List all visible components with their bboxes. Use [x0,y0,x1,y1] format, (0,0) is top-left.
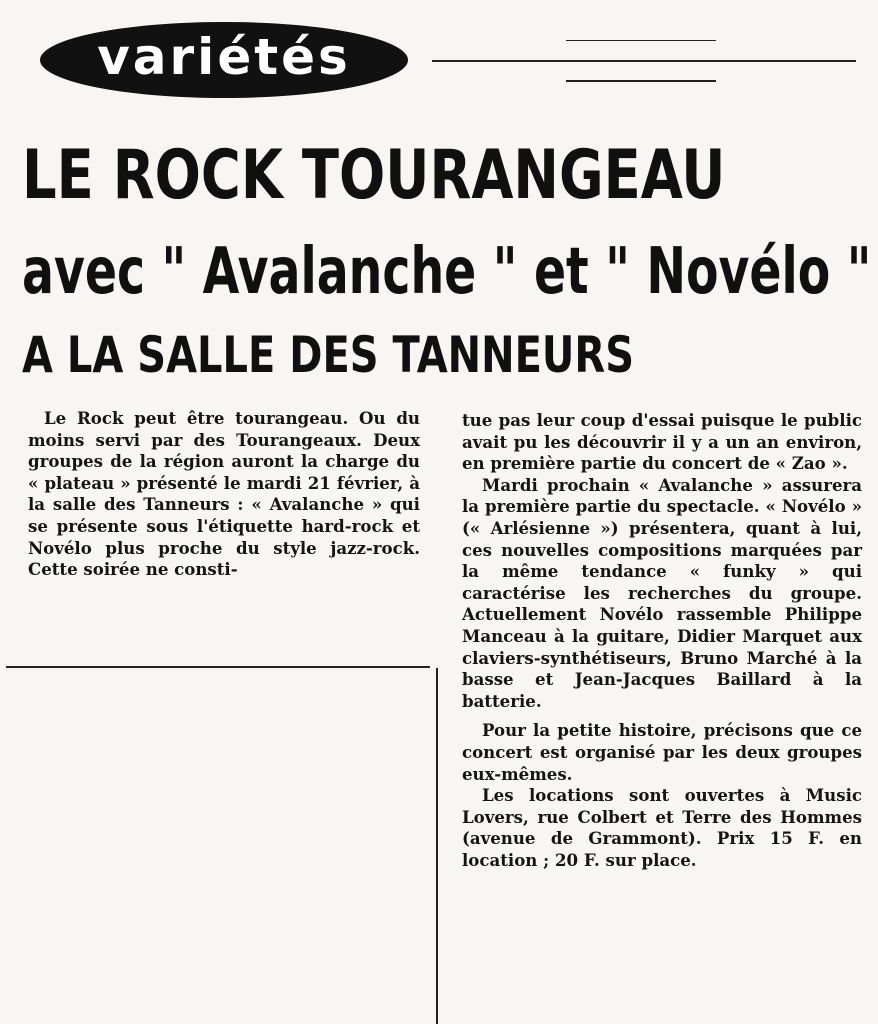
article-paragraph: Pour la petite histoire, précisons que ce concert est organisé par les deux groupes eux-mêmes. [462,720,862,784]
column-divider-vertical [436,668,438,1024]
header-rule-top [566,40,716,41]
article-paragraph: Mardi prochain « Avalanche » assurera la première partie du spectacle. « Novélo » (« Arlésienne ») présentera, quant à lui, ces nouvelles compositions marquées par la même tendance « funky » qui caractérise les recherches du groupe. Actuellement Novélo rassemble Philippe Manceau à la guitare, Didier Marquet aux claviers-synthétiseurs, Bruno Marché à la basse et Jean-Jacques Baillard à la batterie. [462,474,862,711]
headline-main: LE ROCK TOURANGEAU [22,136,726,215]
column-divider-horizontal [6,666,430,668]
header-rule-short [566,80,716,82]
headline-venue: A LA SALLE DES TANNEURS [22,326,635,384]
section-label: variétés [97,28,351,86]
article-column-left [28,408,420,581]
article-paragraph: Les locations sont ouvertes à Music Lovers, rue Colbert et Terre des Hommes (avenue de Grammont). Prix 15 F. en location ; 20 F. sur place. [462,785,862,870]
header-rule-long [432,60,856,62]
article-paragraph: tue pas leur coup d'essai puisque le public avait pu les découvrir il y a un an environ, en première partie du concert de « Zao ». [462,410,862,474]
section-badge [40,22,408,98]
article-paragraph: Le Rock peut être tourangeau. Ou du moins servi par des Tourangeaux. Deux groupes de la région auront la charge du « plateau » présenté le mardi 21 février, à la salle des Tanneurs : « Avalanche » qui se présente sous l'étiquette hard-rock et Novélo plus proche du style jazz-rock. Cette soirée ne consti- [28,408,420,580]
headline-bands: avec " Avalanche " et " Novélo " [22,235,872,309]
article-column-right [462,410,862,871]
